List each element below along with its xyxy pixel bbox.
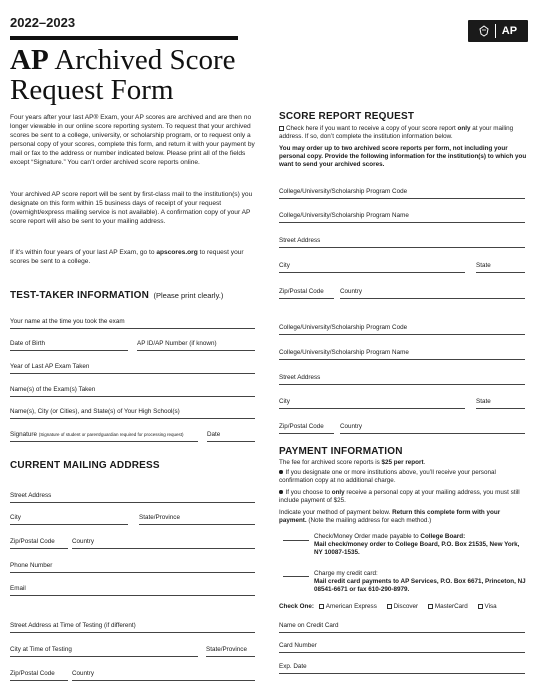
payment-method-pre: Indicate your method of payment below.: [279, 509, 393, 516]
exp-date-label: Exp. Date: [279, 663, 307, 670]
visa-checkbox[interactable]: [478, 604, 483, 609]
apscores-link[interactable]: apscores.org: [156, 249, 198, 256]
exp-date-field[interactable]: [279, 673, 525, 674]
email-field[interactable]: [10, 595, 255, 596]
intro-p3-pre: If it’s within four years of your last AP Exam, go to: [10, 249, 157, 256]
inst2-name-field[interactable]: [279, 359, 525, 360]
fee-text-post: .: [423, 459, 426, 466]
street-field-label: Street Address: [10, 492, 52, 499]
state-testing-field-label: State/Province: [206, 646, 247, 653]
payment-bullet-1-text: If you designate one or more institutions above, you’ll receive your personal confirmation copy at no additional charge.: [279, 469, 496, 484]
country2-field[interactable]: [72, 680, 255, 681]
payment-method-post: (Note the mailing address for each method.): [306, 516, 432, 524]
title-rest: Archived Score: [54, 44, 236, 76]
inst1-city-field[interactable]: [279, 272, 465, 273]
fee-amount: $25 per report: [381, 459, 424, 466]
date-field[interactable]: [207, 441, 255, 442]
street-field[interactable]: [10, 502, 255, 503]
inst1-state-label: State: [476, 262, 491, 269]
page-title: [10, 45, 236, 106]
name-on-card-field[interactable]: [279, 632, 525, 633]
country-field[interactable]: [72, 548, 255, 549]
header-rule: [10, 36, 238, 40]
inst1-code-field[interactable]: [279, 198, 525, 199]
state-field[interactable]: [139, 524, 255, 525]
zip2-field[interactable]: [10, 680, 68, 681]
state-testing-field[interactable]: [206, 656, 255, 657]
personal-copy-option[interactable]: [279, 125, 529, 141]
bullet-icon: [279, 490, 283, 494]
inst1-country-label: Country: [340, 288, 363, 295]
test-taker-heading: [10, 285, 223, 303]
exams-field-label: Name(s) of the Exam(s) Taken: [10, 386, 96, 393]
check-payee: College Board:: [420, 533, 466, 540]
inst1-name-field[interactable]: [279, 222, 525, 223]
test-taker-heading-note: (Please print clearly.): [153, 291, 224, 300]
card-label: Charge my credit card:: [314, 570, 378, 577]
intro-paragraph-2: Your archived AP score report will be sent by first-class mail to the institution(s) you designate on this form within 15 business days of receipt of your request (overnight/express mailing service is not available). A confirmation copy of your AP score report will also be sent to your mailing address.: [10, 191, 253, 226]
credit-card-blank[interactable]: [283, 576, 309, 577]
date-field-label: Date: [207, 431, 221, 438]
signature-label: Signature: [10, 431, 37, 438]
mastercard-checkbox[interactable]: [428, 604, 433, 609]
city-testing-field-label: City at Time of Testing: [10, 646, 72, 653]
inst1-zip-field[interactable]: [279, 298, 334, 299]
payment-heading: PAYMENT INFORMATION: [279, 446, 403, 457]
payment-bullet-1: [279, 469, 527, 485]
ap-id-field-label: AP ID/AP Number (if known): [137, 340, 217, 347]
logo-divider: [495, 24, 496, 38]
name-field-label: Your name at the time you took the exam: [10, 318, 125, 325]
year-field[interactable]: [10, 373, 255, 374]
fee-text: [279, 459, 529, 467]
credit-card-option: [314, 570, 526, 594]
dob-field-label: Date of Birth: [10, 340, 45, 347]
exams-field[interactable]: [10, 396, 255, 397]
name-on-card-label: Name on Credit Card: [279, 622, 339, 629]
personal-copy-checkbox[interactable]: [279, 126, 284, 131]
inst1-code-label: College/University/Scholarship Program Code: [279, 188, 408, 195]
inst1-name-label: College/University/Scholarship Program Name: [279, 212, 409, 219]
phone-field[interactable]: [10, 572, 255, 573]
card-mail-address: Mail credit card payments to AP Services, P.O. Box 6671, Princeton, NJ 08541-6671 or fax 610-290-8979.: [314, 577, 526, 593]
score-report-heading: SCORE REPORT REQUEST: [279, 111, 415, 122]
card-mastercard[interactable]: [428, 603, 468, 610]
signature-field[interactable]: [10, 441, 198, 442]
logo-text: AP: [501, 25, 518, 37]
payment-bullet-2-bold: only: [331, 489, 345, 496]
inst2-country-field[interactable]: [340, 433, 525, 434]
payment-method-bold: Return this complete form with your payment.: [279, 509, 501, 524]
email-field-label: Email: [10, 585, 26, 592]
inst1-zip-label: Zip/Postal Code: [279, 288, 324, 295]
logo: [468, 20, 528, 42]
card-amex[interactable]: [319, 603, 377, 610]
card-visa[interactable]: [478, 603, 497, 610]
inst2-zip-label: Zip/Postal Code: [279, 423, 324, 430]
city-testing-field[interactable]: [10, 656, 198, 657]
inst1-city-label: City: [279, 262, 290, 269]
discover-label: Discover: [393, 603, 419, 610]
inst2-street-label: Street Address: [279, 374, 321, 381]
street-testing-field-label: Street Address at Time of Testing (if different): [10, 622, 136, 629]
check-mail-address: Mail check/money order to College Board, P.O. Box 21535, New York, NY 10087-1535.: [314, 540, 520, 556]
country2-field-label: Country: [72, 670, 95, 677]
dob-field[interactable]: [10, 350, 128, 351]
schools-field-label: Name(s), City (or Cities), and State(s) of Your High School(s): [10, 408, 180, 415]
inst2-code-label: College/University/Scholarship Program Code: [279, 324, 408, 331]
inst1-state-field[interactable]: [476, 272, 525, 273]
card-type-row: [279, 603, 529, 611]
signature-field-label: [10, 431, 184, 439]
year-field-label: Year of Last AP Exam Taken: [10, 363, 90, 370]
check-text-pre: Check/Money Order made payable to: [314, 533, 421, 540]
name-field[interactable]: [10, 328, 255, 329]
inst1-street-label: Street Address: [279, 237, 321, 244]
payment-bullet-2: [279, 489, 527, 505]
inst2-state-field[interactable]: [476, 408, 525, 409]
payment-method-text: [279, 509, 529, 525]
city-field-label: City: [10, 514, 21, 521]
acorn-icon: [479, 25, 489, 37]
zip-field-label: Zip/Postal Code: [10, 538, 55, 545]
personal-copy-text-pre: Check here if you want to receive a copy of your score report: [286, 125, 458, 132]
title-line2: Request Form: [10, 74, 174, 107]
test-taker-heading-text: TEST-TAKER INFORMATION: [10, 290, 150, 301]
inst2-street-field[interactable]: [279, 384, 525, 385]
inst2-zip-field[interactable]: [279, 433, 334, 434]
amex-checkbox[interactable]: [319, 604, 324, 609]
inst2-country-label: Country: [340, 423, 363, 430]
inst1-country-field[interactable]: [340, 298, 525, 299]
city-field[interactable]: [10, 524, 128, 525]
mastercard-label: MasterCard: [434, 603, 468, 610]
intro-paragraph-3: [10, 248, 260, 266]
amex-label: American Express: [325, 603, 377, 610]
zip2-field-label: Zip/Postal Code: [10, 670, 55, 677]
zip-field[interactable]: [10, 548, 68, 549]
card-number-field[interactable]: [279, 652, 525, 653]
inst2-name-label: College/University/Scholarship Program Name: [279, 349, 409, 356]
card-discover[interactable]: [387, 603, 419, 610]
state-field-label: State/Province: [139, 514, 180, 521]
mailing-heading: CURRENT MAILING ADDRESS: [10, 460, 160, 471]
title-ap: AP: [10, 44, 49, 76]
fee-text-pre: The fee for archived score reports is: [279, 459, 382, 466]
personal-copy-text-bold: only: [457, 125, 471, 132]
payment-bullet-2-post: receive a personal copy at your mailing address, you must still include payment of $25.: [279, 489, 520, 504]
bullet-icon: [279, 470, 283, 474]
check-money-order-blank[interactable]: [283, 540, 309, 541]
inst2-city-field[interactable]: [279, 408, 465, 409]
year-label: 2022–2023: [10, 15, 76, 30]
score-report-instructions: You may order up to two archived score reports per form, not including your personal copy. Provide the following information for the institution(s) to which you want to send your archived scores.: [279, 145, 527, 168]
check-one-label: Check One:: [279, 603, 314, 610]
card-number-label: Card Number: [279, 642, 317, 649]
intro-p3-post: to request your scores be sent to a college.: [10, 249, 244, 266]
payment-bullet-2-pre: If you choose to: [285, 489, 332, 496]
inst1-street-field[interactable]: [279, 247, 525, 248]
check-money-order-option: [314, 533, 526, 557]
phone-field-label: Phone Number: [10, 562, 53, 569]
country-field-label: Country: [72, 538, 95, 545]
discover-checkbox[interactable]: [387, 604, 392, 609]
personal-copy-text-post: at your mailing address. If so, don’t complete the institution information below.: [279, 125, 514, 140]
inst2-state-label: State: [476, 398, 491, 405]
signature-note: (Signature of student or parent/guardian required for processing request): [38, 432, 184, 437]
intro-paragraph-1: Four years after your last AP® Exam, your AP scores are archived and are then no longer viewable in our online score reporting system. To request that your archived scores be sent to a college, university, or scholarship program, or to request only a personal copy of your scores, complete this form, and return it with your payment by mail or fax to the address or number indicated below. Please print all of the fields except “Signature.” You can’t order archived score reports online.: [10, 114, 255, 167]
inst2-city-label: City: [279, 398, 290, 405]
street-testing-field[interactable]: [10, 632, 255, 633]
visa-label: Visa: [484, 603, 497, 610]
inst2-code-field[interactable]: [279, 334, 525, 335]
schools-field[interactable]: [10, 418, 255, 419]
ap-id-field[interactable]: [137, 350, 255, 351]
